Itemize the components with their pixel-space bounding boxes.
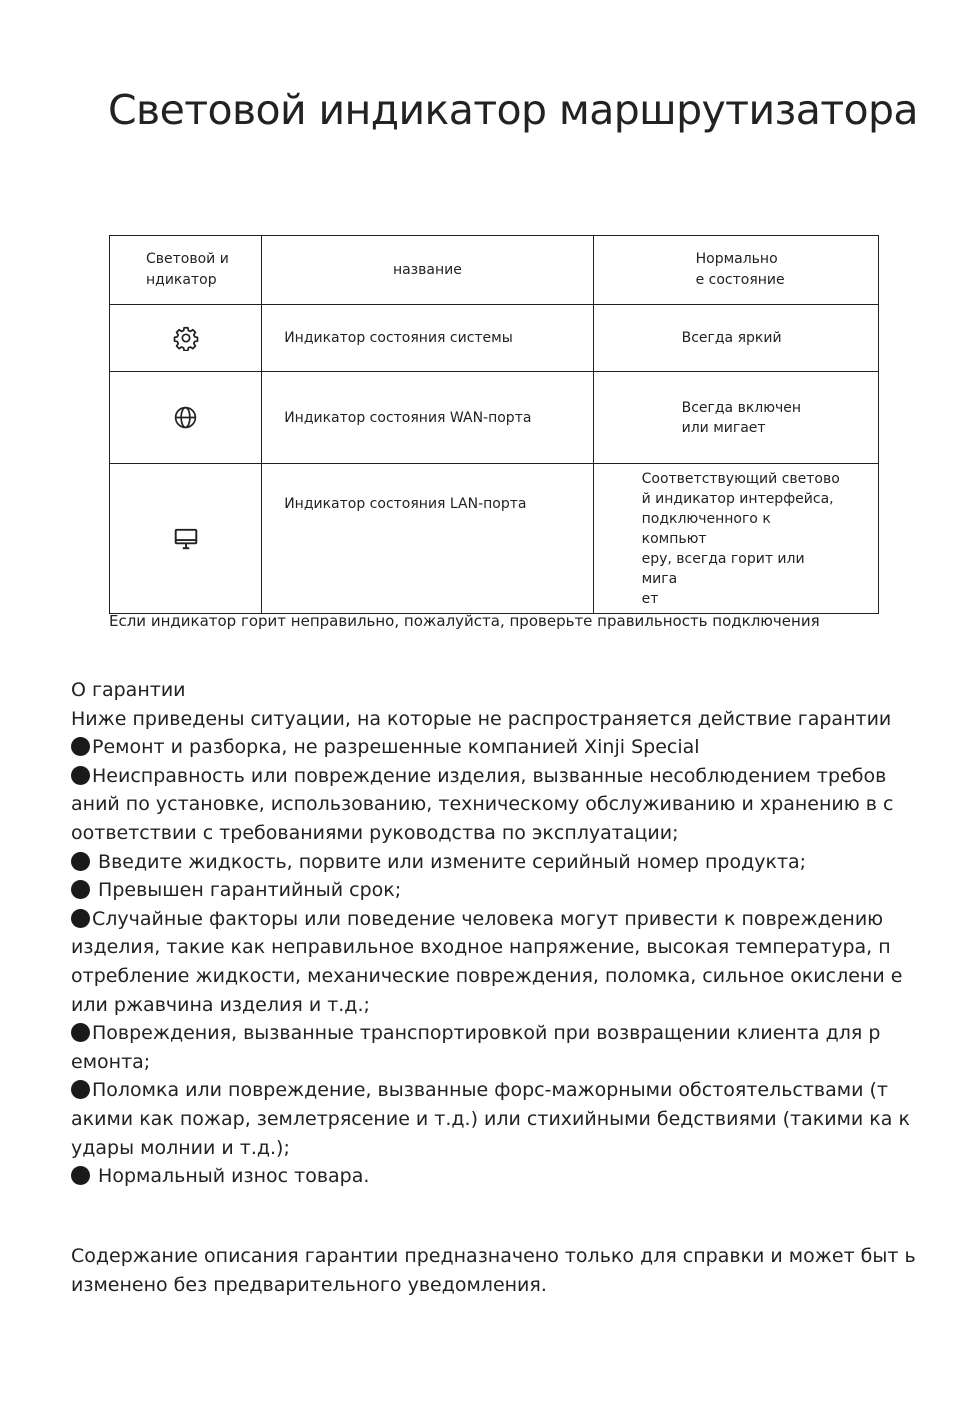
table-row <box>110 464 879 614</box>
warranty-bullet-text: Превышен гарантийный срок; <box>92 879 402 902</box>
bullet-dot <box>71 852 90 871</box>
warranty-intro: Ниже приведены ситуации, на которые не распространяется действие гарантии <box>71 707 892 730</box>
warranty-bullet-text: Введите жидкость, порвите или измените серийный номер продукта; <box>92 850 807 873</box>
header-normal-state: Нормально е состояние <box>593 236 878 305</box>
indicator-name: Индикатор состояния WAN-порта <box>262 372 593 464</box>
warranty-bullet-text: Поломка или повреждение, вызванные форс-мажорными обстоятельствами (т акими как пожар, землетрясение и т.д.) или стихийными бедствиями (такими ка к удары молнии и т.д.); <box>71 1079 910 1159</box>
monitor-icon <box>173 526 199 552</box>
indicator-name: Индикатор состояния системы <box>262 305 593 372</box>
indicator-state: Всегда включен или мигает <box>593 372 878 464</box>
warranty-bullet <box>71 848 921 877</box>
table-row <box>110 305 879 372</box>
header-name: название <box>262 236 593 305</box>
indicator-state: Соответствующий светово й индикатор интерфейса, подключенного к компьют еру, всегда горит или мига ет <box>593 464 878 614</box>
warranty-bullet <box>71 876 921 905</box>
warranty-bullet-text: Ремонт и разборка, не разрешенные компанией Xinji Special <box>92 736 700 759</box>
warranty-section <box>71 676 921 1191</box>
table-row <box>110 372 879 464</box>
warranty-bullet-text: Нормальный износ товара. <box>92 1165 370 1188</box>
bullet-dot <box>71 880 90 899</box>
table-header-row <box>110 236 879 305</box>
globe-icon <box>173 405 198 430</box>
warranty-bullet <box>71 762 921 848</box>
warranty-heading: О гарантии <box>71 679 186 701</box>
gear-icon <box>173 325 199 351</box>
warranty-bullet <box>71 1162 921 1191</box>
indicator-state: Всегда яркий <box>593 305 878 372</box>
page-title: Световой индикатор маршрутизатора <box>108 86 918 134</box>
warranty-bullet-text: Повреждения, вызванные транспортировкой при возвращении клиента для р емонта; <box>71 1022 881 1073</box>
warranty-bullet <box>71 1019 921 1076</box>
bullet-dot <box>71 737 90 756</box>
indicator-cell <box>110 464 262 614</box>
bullet-dot <box>71 909 90 928</box>
bullet-dot <box>71 1080 90 1099</box>
warranty-bullet <box>71 733 921 762</box>
indicator-name: Индикатор состояния LAN-порта <box>262 464 593 614</box>
connection-note: Если индикатор горит неправильно, пожалуйста, проверьте правильность подключения <box>109 612 820 630</box>
bullet-dot <box>71 766 90 785</box>
bullet-dot <box>71 1023 90 1042</box>
bullet-dot <box>71 1166 90 1185</box>
indicator-table <box>109 235 879 614</box>
warranty-bullet <box>71 905 921 1019</box>
warranty-bullet-text: Неисправность или повреждение изделия, вызванные несоблюдением требов аний по установке, использованию, техническому обслуживанию и хранению в с оответствии с требованиями руководства по эксплуатации; <box>71 764 894 844</box>
header-indicator: Световой и ндикатор <box>110 236 262 305</box>
warranty-bullet <box>71 1076 921 1162</box>
indicator-cell <box>110 305 262 372</box>
warranty-disclaimer: Содержание описания гарантии предназначено только для справки и может быт ь изменено без предварительного уведомления. <box>71 1245 916 1296</box>
indicator-cell <box>110 372 262 464</box>
warranty-bullet-text: Случайные факторы или поведение человека могут привести к повреждению изделия, такие как неправильное входное напряжение, высокая температура, п отребление жидкости, механические повреждения, поломка, сильное окислени е или ржавчина изделия и т.д.; <box>71 907 903 1016</box>
